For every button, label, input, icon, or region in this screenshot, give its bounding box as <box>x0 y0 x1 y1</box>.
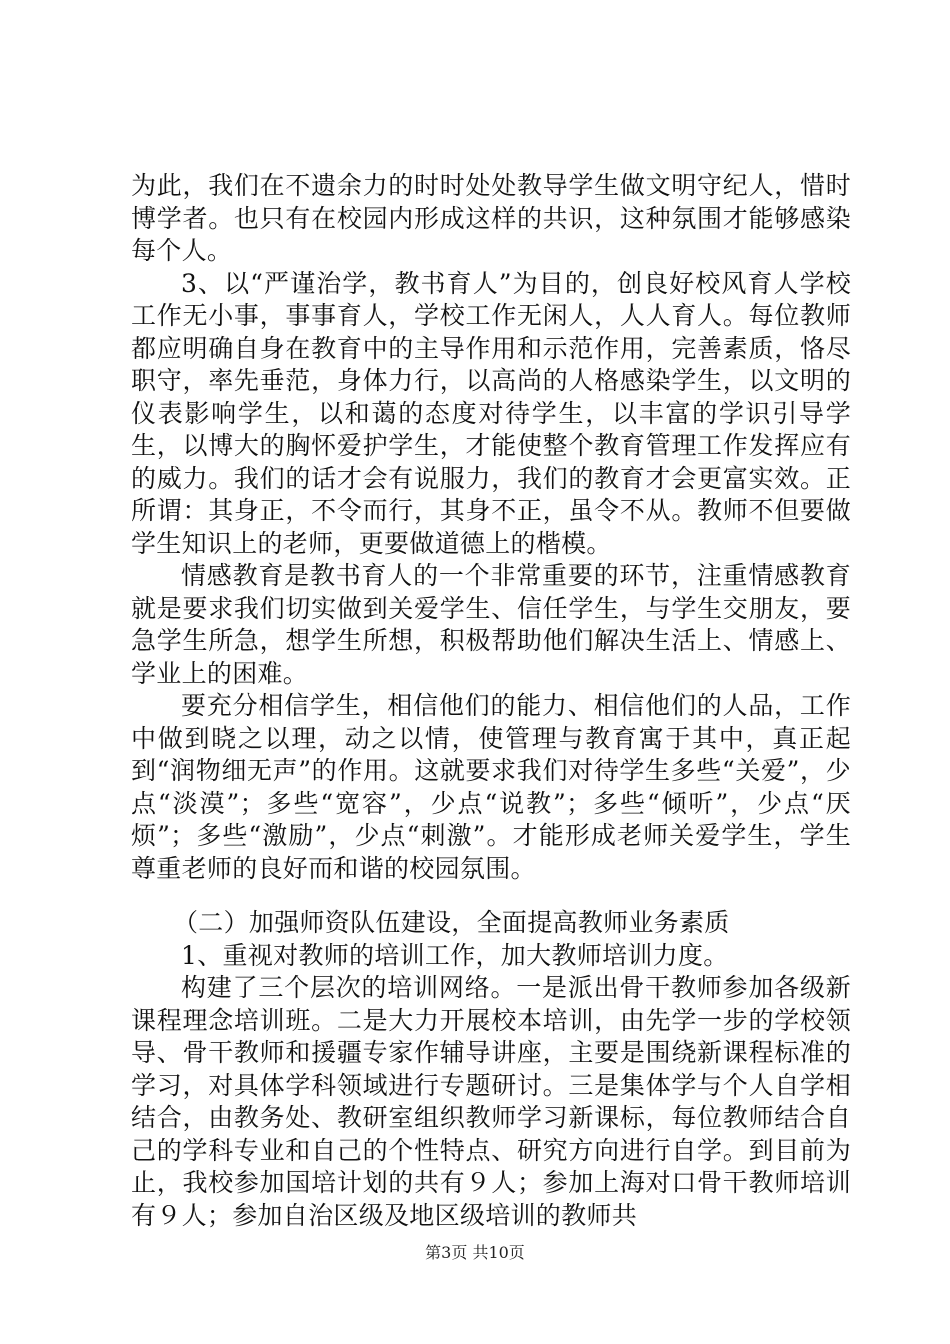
paragraph-continuation: 为此，我们在不遗余力的时时处处教导学生做文明守纪人，惜时博学者。也只有在校园内形成这样的共识，这种氛围才能够感染每个人。 <box>131 171 851 265</box>
paragraph-trust-students: 要充分相信学生，相信他们的能力、相信他们的人品，工作中做到晓之以理，动之以情，使管理与教育寓于其中，真正起到“润物细无声”的作用。这就要求我们对待学生多些“关爱”，少点“淡漠”；多些“宽容”，少点“说教”；多些“倾听”，少点“厌烦”；多些“激励”，少点“刺激”。才能形成老师关爱学生，学生尊重老师的良好而和谐的校园氛围。 <box>131 691 851 883</box>
section-heading: （二）加强师资队伍建设，全面提高教师业务素质 <box>173 908 730 937</box>
paragraph-school-spirit: 3、以“严谨治学，教书育人”为目的，创良好校风育人学校工作无小事，事事育人，学校工作无闲人，人人育人。每位教师都应明确自身在教育中的主导作用和示范作用，完善素质，恪尽职守，率先垂范，身体力行，以高尚的人格感染学生，以文明的仪表影响学生，以和蔼的态度对待学生，以丰富的学识引导学生，以博大的胸怀爱护学生，才能使整个教育管理工作发挥应有的威力。我们的话才会有说服力，我们的教育才会更富实效。正所谓：其身正，不令而行，其身不正，虽令不从。教师不但要做学生知识上的老师，更要做道德上的楷模。 <box>131 268 851 558</box>
document-body <box>131 170 851 1232</box>
page-number-footer: 第3页 共10页 <box>425 1243 525 1262</box>
paragraph-emotional-education: 情感教育是教书育人的一个非常重要的环节，注重情感教育就是要求我们切实做到关爱学生、信任学生，与学生交朋友，要急学生所急，想学生所想，积极帮助他们解决生活上、情感上、学业上的困难。 <box>131 561 851 688</box>
subsection-heading: 1、重视对教师的培训工作，加大教师培训力度。 <box>181 940 729 970</box>
paragraph-training-network: 构建了三个层次的培训网络。一是派出骨干教师参加各级新课程理念培训班。二是大力开展校本培训，由先学一步的学校领导、骨干教师和援疆专家作辅导讲座，主要是围绕新课程标准的学习，对具体学科领域进行专题研讨。三是集体学与个人自学相结合，由教务处、教研室组织教师学习新课标，每位教师结合自己的学科专业和自己的个性特点、研究方向进行自学。到目前为止，我校参加国培计划的共有９人；参加上海对口骨干教师培训有９人；参加自治区级及地区级培训的教师共 <box>131 973 851 1230</box>
